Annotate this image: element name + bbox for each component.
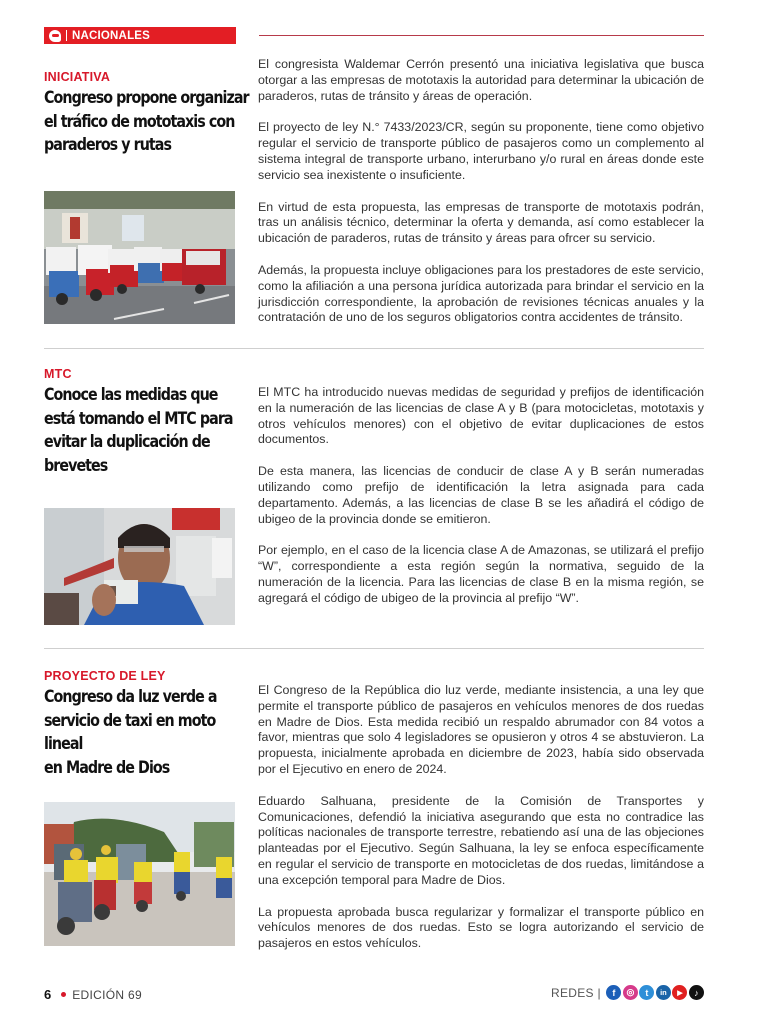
article-body: [258, 385, 704, 623]
helmet-logo-icon: [49, 30, 61, 42]
edition-label: EDICIÓN 69: [72, 987, 142, 1002]
article-photo: [44, 802, 235, 946]
paragraph: El Congreso de la República dio luz verde, mediante insistencia, a una ley que permite el transporte público de pasajeros en vehículos menores de dos ruedas en Madre de Dios. Esta medida recibió un respaldo abrumador con 84 votos a favor, mientras que solo 4 legisladores se opusieron y otros 4 se abstuvieron. La propuesta, inicialmente aprobada en diciembre de 2023, había sido observada por el Ejecutivo en enero de 2024.: [258, 683, 704, 776]
headline-line: brevetes: [44, 455, 108, 475]
paragraph: El proyecto de ley N.° 7433/2023/CR, según su proponente, tiene como objetivo regular el servicio de transporte público de pasajeros como un complemento al sistema integral de transporte urbano, interurbano y/o rural en áreas donde este servicio sea inexistente o insuficiente.: [258, 120, 704, 182]
social-label: REDES |: [551, 985, 601, 1000]
twitter-icon[interactable]: t: [639, 985, 654, 1000]
article-divider: [44, 648, 704, 649]
article-headline: [44, 685, 255, 779]
divider: [66, 30, 67, 41]
page-footer-left: [44, 987, 142, 1002]
paragraph: Por ejemplo, en el caso de la licencia clase A de Amazonas, se utilizará el prefijo “W”, correspondiente a esta región según la normativa, seguido de la numeración de la licencia. Para las licencias de clase B en la misma región, se agregará el código de ubigeo de la provincia al prefijo “W”.: [258, 543, 704, 605]
headline-line: Congreso da luz verde a: [44, 687, 217, 706]
paragraph: El congresista Waldemar Cerrón presentó una iniciativa legislativa que busca otorgar a las empresas de mototaxis la autoridad para determinar la ubicación de paraderos, rutas de tránsito y áreas de operación.: [258, 57, 704, 103]
paragraph: Además, la propuesta incluye obligaciones para los prestadores de este servicio, como la afiliación a una persona jurídica autorizada para brindar el servicio en la jurisdicción correspondiente, la aprobación de revisiones técnicas anuales y la contratación de uno de los seguros obligatorios contra accidentes de tránsito.: [258, 262, 704, 325]
paragraph: En virtud de esta propuesta, las empresas de transporte de mototaxis podrán, tras un análisis técnico, determinar la oferta y demanda, así como establecer la ubicación de paraderos, rutas de tránsito y áreas para ofrcer su servicio.: [258, 199, 704, 246]
article-divider: [44, 348, 704, 349]
headline-line: Congreso propone organizar: [44, 88, 249, 107]
social-links: [551, 985, 704, 1000]
mototaxi-row-photo: [44, 191, 235, 324]
tiktok-icon[interactable]: ♪: [689, 985, 704, 1000]
paragraph: De esta manera, las licencias de conducir de clase A y B serán numeradas utilizando como prefijo de identificación la letra asignada para cada departamento. Además, a las licencias de clase B se les añadirá el código de ubigeo de la provincia donde se emitieron.: [258, 464, 704, 526]
paragraph: El MTC ha introducido nuevas medidas de seguridad y prefijos de identificación en la numeración de las licencias de clase A y B (para motocicletas, mototaxis y otros vehículos menores) con el objetivo de evitar duplicaciones de estos documentos.: [258, 385, 704, 447]
headline-line: el tráfico de mototaxis con: [44, 111, 235, 131]
header-rule: [259, 35, 704, 36]
article-body: [258, 683, 704, 968]
facebook-icon[interactable]: f: [606, 985, 621, 1000]
paragraph: La propuesta aprobada busca regularizar y formalizar el transporte público en vehículos menores de dos ruedas. Esto se logra autorizando el servicio de pasajeros en estos vehículos.: [258, 904, 704, 951]
headline-line: está tomando el MTC para: [44, 408, 233, 428]
article-kicker: MTC: [44, 367, 72, 381]
section-tag: [44, 27, 236, 44]
article-kicker: PROYECTO DE LEY: [44, 669, 166, 683]
article-kicker: INICIATIVA: [44, 70, 111, 84]
headline-line: servicio de taxi en moto lineal: [44, 710, 216, 753]
headline-line: evitar la duplicación de: [44, 432, 210, 451]
article-photo: [44, 191, 235, 324]
article-photo: [44, 508, 235, 625]
article-body: [258, 57, 704, 342]
article-headline: [44, 383, 249, 477]
page-number: 6: [44, 987, 52, 1002]
section-label: NACIONALES: [72, 29, 151, 42]
man-with-license-photo: [44, 508, 235, 625]
article-headline: [44, 86, 249, 157]
bullet-dot: [61, 992, 66, 997]
headline-line: Conoce las medidas que: [44, 385, 218, 404]
headline-line: en Madre de Dios: [44, 757, 170, 777]
linkedin-icon[interactable]: in: [656, 985, 671, 1000]
headline-line: paraderos y rutas: [44, 135, 172, 154]
paragraph: Eduardo Salhuana, presidente de la Comisión de Transportes y Comunicaciones, defendió la iniciativa asegurando que esta no contradice las políticas nacionales de transporte terrestre, rebatiendo así una de las objeciones planteadas por el Ejecutivo. Según Salhuana, la ley se enfoca específicamente en regular el servicio de transporte en motocicletas de dos ruedas, limitándose a una excepción temporal para Madre de Dios.: [258, 793, 704, 887]
youtube-icon[interactable]: ▶: [672, 985, 687, 1000]
instagram-icon[interactable]: ◎: [623, 985, 638, 1000]
moto-taxi-riders-photo: [44, 802, 235, 946]
